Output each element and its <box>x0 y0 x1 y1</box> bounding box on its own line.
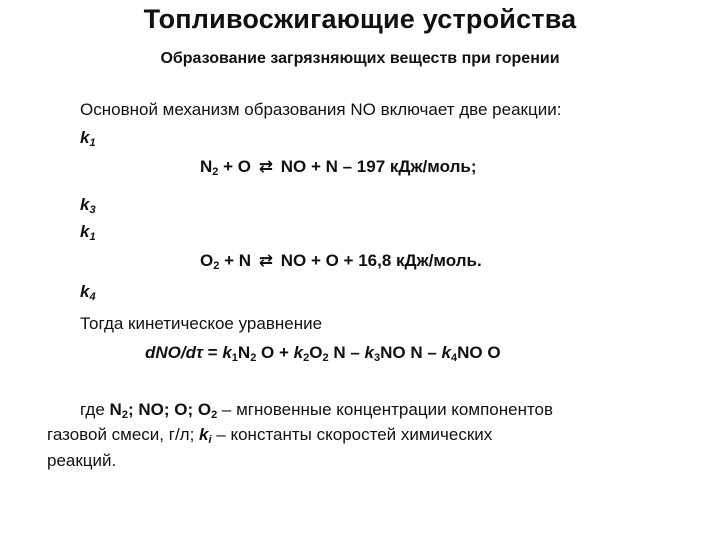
k-symbol: k <box>80 128 90 147</box>
k-index: 1 <box>89 231 96 243</box>
k-symbol: k <box>80 222 90 241</box>
intro-text: Основной механизм образования NO включает две реакции: <box>80 100 562 119</box>
where-line-1 <box>80 400 553 420</box>
reactant-n2: $N_2$ <box>200 157 219 178</box>
term-4: $k_4NO$ O <box>441 343 501 364</box>
k-index: 4 <box>89 291 96 303</box>
where-line-3: реакций. <box>47 451 117 470</box>
rate-constant-k4-label <box>80 282 96 302</box>
rate-constant-k1-label-2 <box>80 222 96 242</box>
where-lead: где <box>80 400 110 419</box>
rate-constant-k3-label <box>80 195 96 215</box>
k-index: 1 <box>89 137 96 149</box>
reactant-n: + N <box>219 251 252 270</box>
reaction-1-equation <box>200 157 477 177</box>
page-title: Топливосжигающие устройства <box>143 4 577 34</box>
reaction-2-equation <box>200 251 482 271</box>
term-1: $k_1N_2$ O + <box>222 343 294 364</box>
k-symbol: k <box>80 195 90 214</box>
equals-sign: = <box>202 343 223 362</box>
equilibrium-arrow-icon: ⇄ <box>258 157 273 176</box>
species-list: $N_2$; NO; O; $O_2$ <box>109 400 218 421</box>
reaction-2-products: NO + O + 16,8 кДж/моль. <box>280 251 482 270</box>
where-line-2: газовой смеси, г/л; $k_i$ – константы скоростей химических <box>47 425 493 446</box>
ki-symbol: $k_i$ <box>199 425 212 446</box>
where-description: – мгновенные концентрации компонентов <box>217 400 554 419</box>
equilibrium-arrow-icon: ⇄ <box>258 251 273 270</box>
reactant-o2: $O_2$ <box>200 251 220 272</box>
term-3: $k_3NO$ N – <box>364 343 442 364</box>
reactant-o: + O <box>218 157 252 176</box>
kinetic-equation <box>145 343 501 363</box>
term-2: $k_2O_2$ N – <box>293 343 365 364</box>
page-subtitle: Образование загрязняющих веществ при горении <box>160 50 560 67</box>
kinetic-intro-text: Тогда кинетическое уравнение <box>80 314 323 333</box>
reaction-1-products: NO + N – 197 кДж/моль; <box>280 157 477 176</box>
rate-constant-k1-label <box>80 128 96 148</box>
derivative-lhs: dNO/dτ <box>145 343 203 362</box>
k-index: 3 <box>89 204 96 216</box>
k-symbol: k <box>80 282 90 301</box>
